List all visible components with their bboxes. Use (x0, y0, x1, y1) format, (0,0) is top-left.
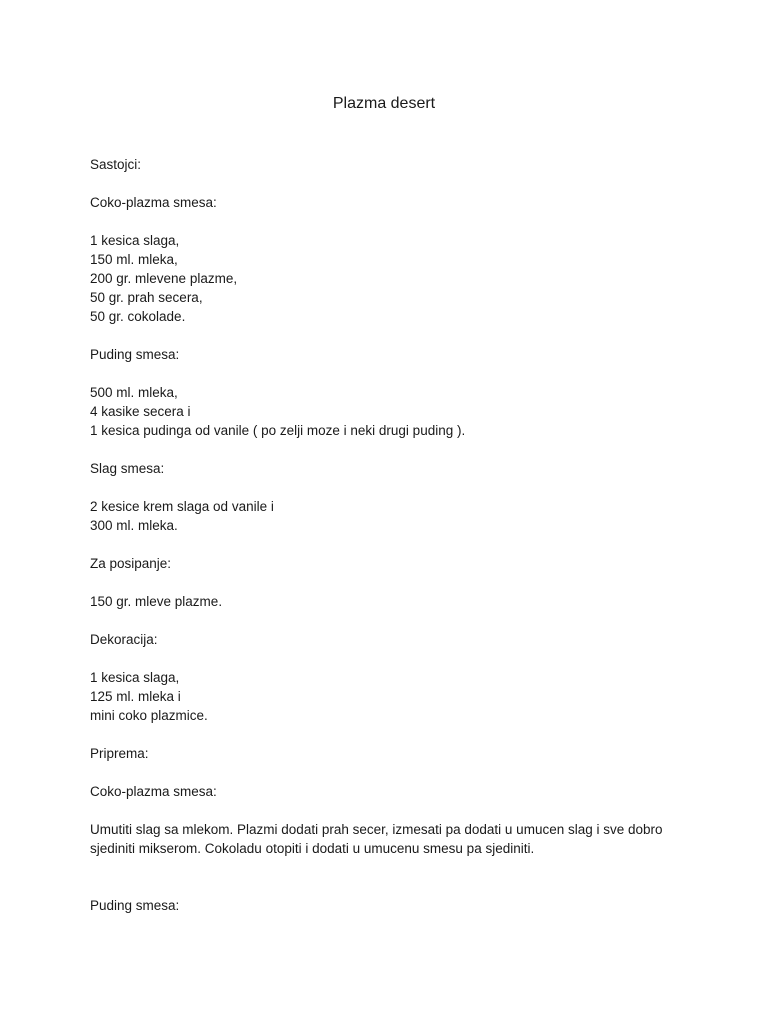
document-body (90, 155, 690, 915)
posipanje-heading: Za posipanje: (90, 556, 172, 571)
posipanje-item: 150 gr. mleve plazme. (90, 594, 223, 609)
puding-item: 4 kasike secera i (90, 404, 191, 419)
dekoracija-item: 1 kesica slaga, (90, 670, 180, 685)
slag-item: 300 ml. mleka. (90, 518, 178, 533)
priprema-coko-heading: Coko-plazma smesa: (90, 784, 217, 799)
coko-item: 1 kesica slaga, (90, 233, 180, 248)
coko-item: 50 gr. prah secera, (90, 290, 203, 305)
priprema-heading: Priprema: (90, 746, 149, 761)
ingredients-heading: Sastojci: (90, 157, 142, 172)
priprema-puding-heading: Puding smesa: (90, 898, 180, 913)
slag-heading: Slag smesa: (90, 461, 165, 476)
puding-item: 500 ml. mleka, (90, 385, 178, 400)
dekoracija-item: 125 ml. mleka i (90, 689, 181, 704)
priprema-coko-paragraph: Umutiti slag sa mlekom. Plazmi dodati prah secer, izmesati pa dodati u umucen slag i sve dobro sjediniti mikserom. Cokoladu otopiti i dodati u umucenu smesu pa sjediniti. (90, 822, 663, 856)
dekoracija-item: mini coko plazmice. (90, 708, 208, 723)
coko-plazma-heading: Coko-plazma smesa: (90, 195, 217, 210)
coko-item: 200 gr. mlevene plazme, (90, 271, 238, 286)
slag-item: 2 kesice krem slaga od vanile i (90, 499, 274, 514)
coko-item: 50 gr. cokolade. (90, 309, 186, 324)
dekoracija-heading: Dekoracija: (90, 632, 158, 647)
document-title: Plazma desert (332, 95, 436, 112)
puding-heading: Puding smesa: (90, 347, 180, 362)
coko-item: 150 ml. mleka, (90, 252, 178, 267)
puding-item: 1 kesica pudinga od vanile ( po zelji moze i neki drugi puding ). (90, 423, 466, 438)
